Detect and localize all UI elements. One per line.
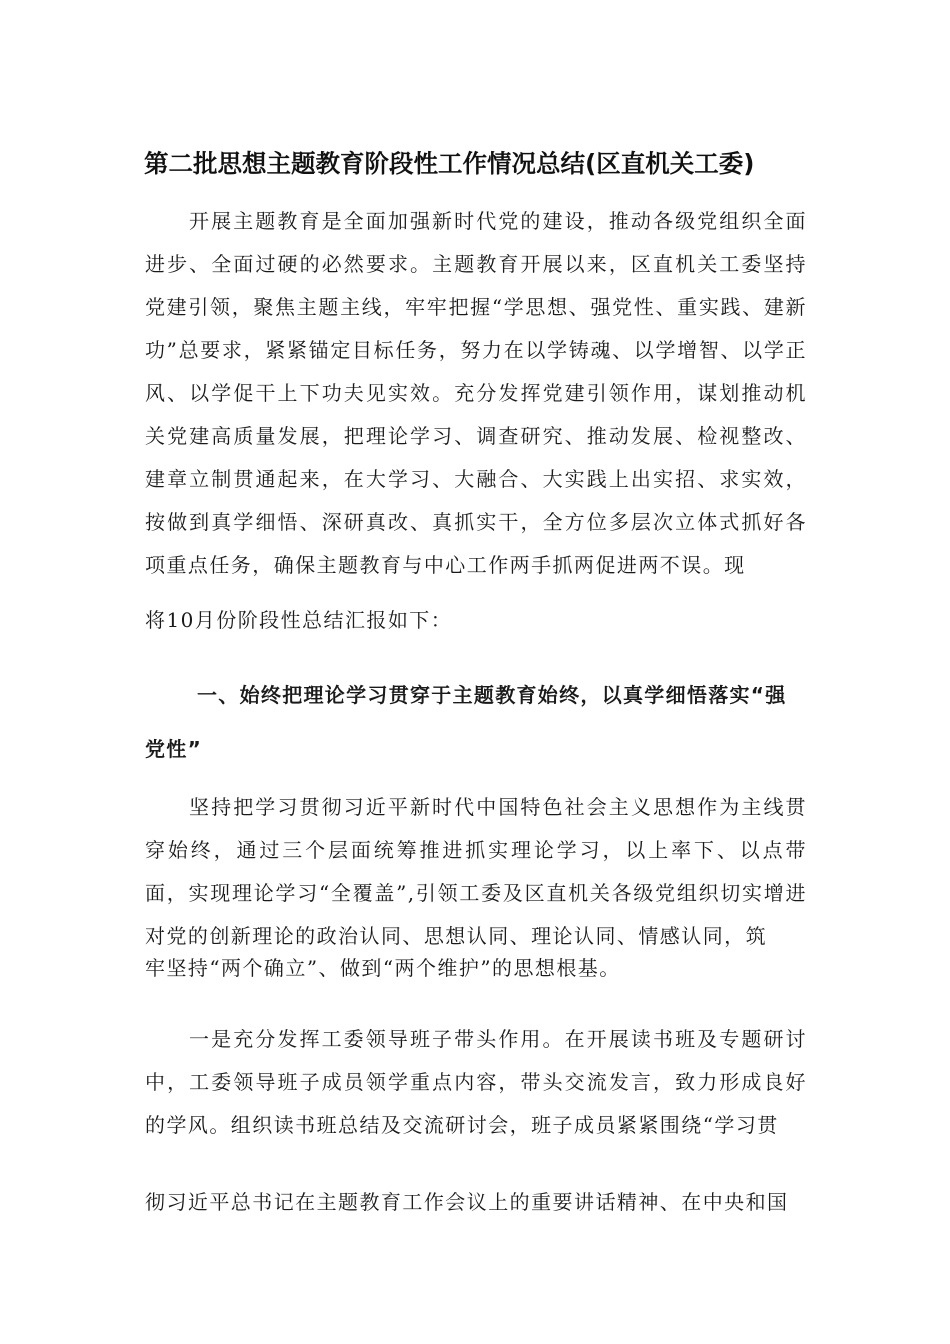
intro-paragraph-tail: 将10月份阶段性总结汇报如下： xyxy=(145,608,453,632)
section-1-paragraph: 坚持把学习贯彻习近平新时代中国特色社会主义思想作为主线贯穿始终，通过三个层面统筹推进抓实理论学习，以上率下、以点带面，实现理论学习“全覆盖”,引领工委及区直机关各级党组织切实增进对党的创新理论的政治认同、思想认同、理论认同、情感认同，筑 xyxy=(145,795,807,948)
intro-paragraph: 开展主题教育是全面加强新时代党的建设，推动各级党组织全面进步、全面过硬的必然要求。主题教育开展以来，区直机关工委坚持党建引领，聚焦主题主线，牢牢把握“学思想、强党性、重实践、建新功”总要求，紧紧锚定目标任务，努力在以学铸魂、以学增智、以学正风、以学促干上下功夫见实效。充分发挥党建引领作用，谋划推动机关党建高质量发展，把理论学习、调查研究、推动发展、检视整改、建章立制贯通起来，在大学习、大融合、大实践上出实招、求实效，按做到真学细悟、深研真改、真抓实干，全方位多层次立体式抓好各项重点任务，确保主题教育与中心工作两手抓两促进两不误。现 xyxy=(145,209,807,577)
document-title: 第二批思想主题教育阶段性工作情况总结(区直机关工委) xyxy=(144,149,755,178)
point-1-paragraph-tail: 彻习近平总书记在主题教育工作会议上的重要讲话精神、在中央和国 xyxy=(145,1190,789,1214)
section-1-paragraph-tail: 牢坚持“两个确立”、做到“两个维护”的思想根基。 xyxy=(145,956,621,980)
point-1-paragraph: 一是充分发挥工委领导班子带头作用。在开展读书班及专题研讨中，工委领导班子成员领学重点内容，带头交流发言，致力形成良好的学风。组织读书班总结及交流研讨会，班子成员紧紧围绕“学习贯 xyxy=(145,1027,807,1137)
section-heading-1: 一、始终把理论学习贯穿于主题教育始终，以真学细悟落实“强党性” xyxy=(145,683,787,761)
